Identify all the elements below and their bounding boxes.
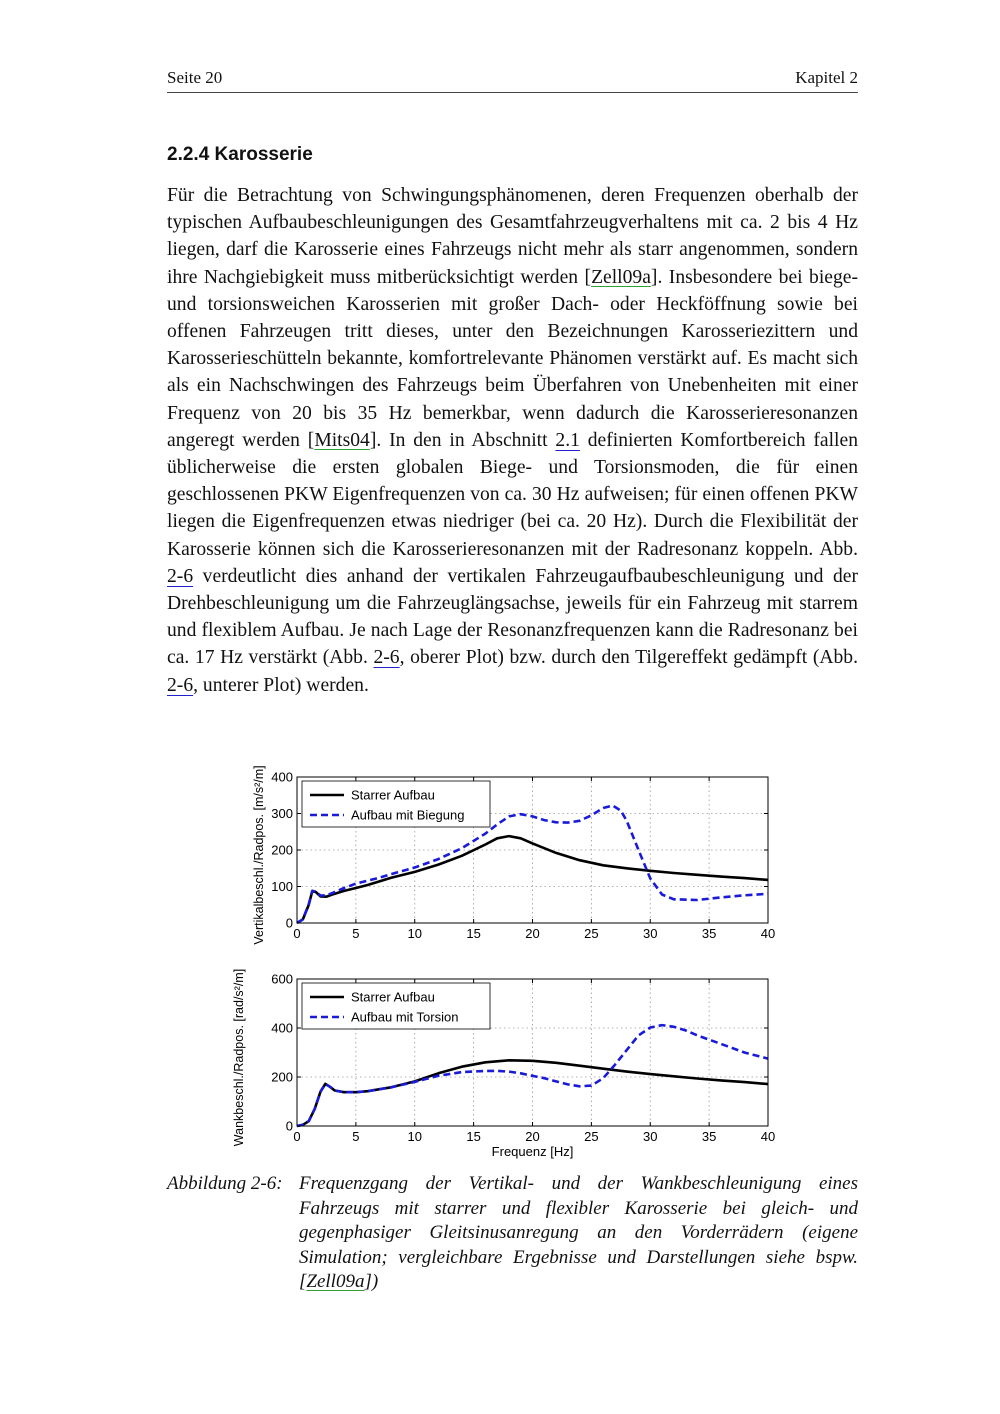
legend-label: Aufbau mit Biegung	[351, 807, 465, 823]
legend-label: Starrer Aufbau	[351, 989, 435, 1005]
x-tick-label: 0	[293, 1129, 301, 1144]
figure-ref-link[interactable]: 2-6	[167, 674, 194, 696]
body-text-5: verdeutlicht dies anhand der vertikalen Fahrzeugaufbaubeschleunigung und der Drehbeschleunigung um die Fahrzeuglängsachse, jeweils für ein Fahrzeug mit starrem und flexiblem Aufbau. Je nach Lage der Resonanzfrequenzen kann die Radresonanz bei ca. 17 Hz verstärkt (Abb.	[167, 565, 858, 669]
legend-label: Aufbau mit Torsion	[351, 1009, 459, 1025]
chart-2	[232, 969, 775, 1159]
section-heading: 2.2.4 Karosserie	[167, 144, 313, 165]
figure-ref-link[interactable]: 2-6	[167, 565, 194, 587]
figure-ref-link[interactable]: 2-6	[373, 647, 400, 669]
y-tick-label: 400	[271, 769, 293, 785]
x-tick-label: 15	[466, 1129, 481, 1144]
x-tick-label: 10	[407, 926, 422, 941]
x-tick-label: 0	[293, 926, 301, 941]
figure-2-6	[225, 745, 785, 1165]
x-tick-label: 15	[466, 926, 481, 941]
page-number: Seite 20	[167, 68, 223, 87]
x-tick-label: 40	[760, 1129, 776, 1144]
y-tick-label: 0	[285, 1118, 293, 1134]
body-text-7: , unterer Plot) werden.	[193, 674, 369, 696]
section-ref-link[interactable]: 2.1	[555, 429, 580, 451]
x-tick-label: 25	[584, 1129, 599, 1144]
x-tick-label: 35	[701, 926, 717, 941]
body-text-6: , oberer Plot) bzw. durch den Tilgereffekt gedämpft (Abb.	[399, 647, 858, 669]
citation-link[interactable]: Mits04	[314, 429, 370, 451]
x-tick-label: 5	[352, 1129, 360, 1144]
body-text	[167, 182, 858, 699]
x-tick-label: 30	[643, 1129, 658, 1144]
x-tick-label: 10	[407, 1129, 422, 1144]
y-tick-label: 200	[271, 1069, 293, 1085]
y-axis-label: Wankbeschl./Radpos. [rad/s²/m]	[232, 968, 246, 1147]
chapter-label: Kapitel 2	[795, 68, 858, 87]
x-tick-label: 40	[760, 926, 776, 941]
x-axis-label: Frequenz [Hz]	[491, 1144, 574, 1159]
legend-label: Starrer Aufbau	[351, 787, 435, 803]
y-tick-label: 600	[271, 971, 293, 987]
y-tick-label: 0	[285, 915, 293, 931]
body-text-4: definierten Komfortbereich fallen üblicherweise die ersten globalen Biege- und Torsionsmoden, die für einen geschlossenen PKW Eigenfrequenzen von ca. 30 Hz aufweisen; für einen offenen PKW liegen die Eigenfrequenzen etwas niedriger (bei ca. 20 Hz). Durch die Flexibilität der Karosserie können sich die Karosserieresonanzen mit der Radresonanz koppeln. Abb.	[167, 429, 858, 560]
y-tick-label: 400	[271, 1020, 293, 1036]
y-tick-label: 300	[271, 806, 293, 821]
chart-1	[252, 765, 775, 944]
figure-caption	[167, 1172, 858, 1295]
citation-link[interactable]: Zell09a	[306, 1271, 365, 1292]
x-tick-label: 5	[352, 926, 360, 941]
caption-end: ])	[364, 1271, 379, 1292]
x-tick-label: 20	[525, 1129, 540, 1144]
body-text-3: ]. In den in Abschnitt	[369, 429, 556, 451]
citation-link[interactable]: Zell09a	[591, 266, 651, 288]
x-tick-label: 20	[525, 926, 540, 941]
y-tick-label: 200	[271, 842, 293, 858]
x-tick-label: 25	[584, 926, 599, 941]
body-text-1: Für die Betrachtung von Schwingungsphänomenen, deren Frequenzen oberhalb der typischen Aufbaubeschleunigungen des Gesamtfahrzeugverhaltens mit ca. 2 bis 4 Hz liegen, darf die Karosserie eines Fahrzeugs nicht mehr als starr angenommen, sondern ihre Nachgiebigkeit muss mitberücksichtigt werden [	[167, 185, 858, 288]
y-tick-label: 100	[271, 879, 293, 894]
caption-text: Frequenzgang der Vertikal- und der Wankbeschleunigung eines Fahrzeugs mit starrer und flexibler Karosserie bei gleich- und gegenphasiger Gleitsinusanregung an den Vorderrädern (eigene Simulation; vergleichbare Ergebnisse und Darstellungen siehe bspw. [	[299, 1173, 858, 1292]
body-text-2: ]. Insbesondere bei biege- und torsionsweichen Karosserien mit großer Dach- oder Heckföffnung sowie bei offenen Fahrzeugen tritt dieses, unter den Bezeichnungen Karosseriezittern und Karosserieschütteln bekannte, komfortrelevante Phänomen verstärkt auf. Es macht sich als ein Nachschwingen des Fahrzeugs beim Überfahren von Unebenheiten mit einer Frequenz von 20 bis 35 Hz bemerkbar, wenn dadurch die Karosserieresonanzen angeregt werden [	[167, 266, 858, 451]
y-axis-label: Vertikalbeschl./Radpos. [m/s²/m]	[252, 765, 266, 945]
caption-label: Abbildung 2-6:	[167, 1173, 283, 1194]
page-header	[167, 66, 858, 93]
x-tick-label: 30	[643, 926, 658, 941]
x-tick-label: 35	[701, 1129, 717, 1144]
